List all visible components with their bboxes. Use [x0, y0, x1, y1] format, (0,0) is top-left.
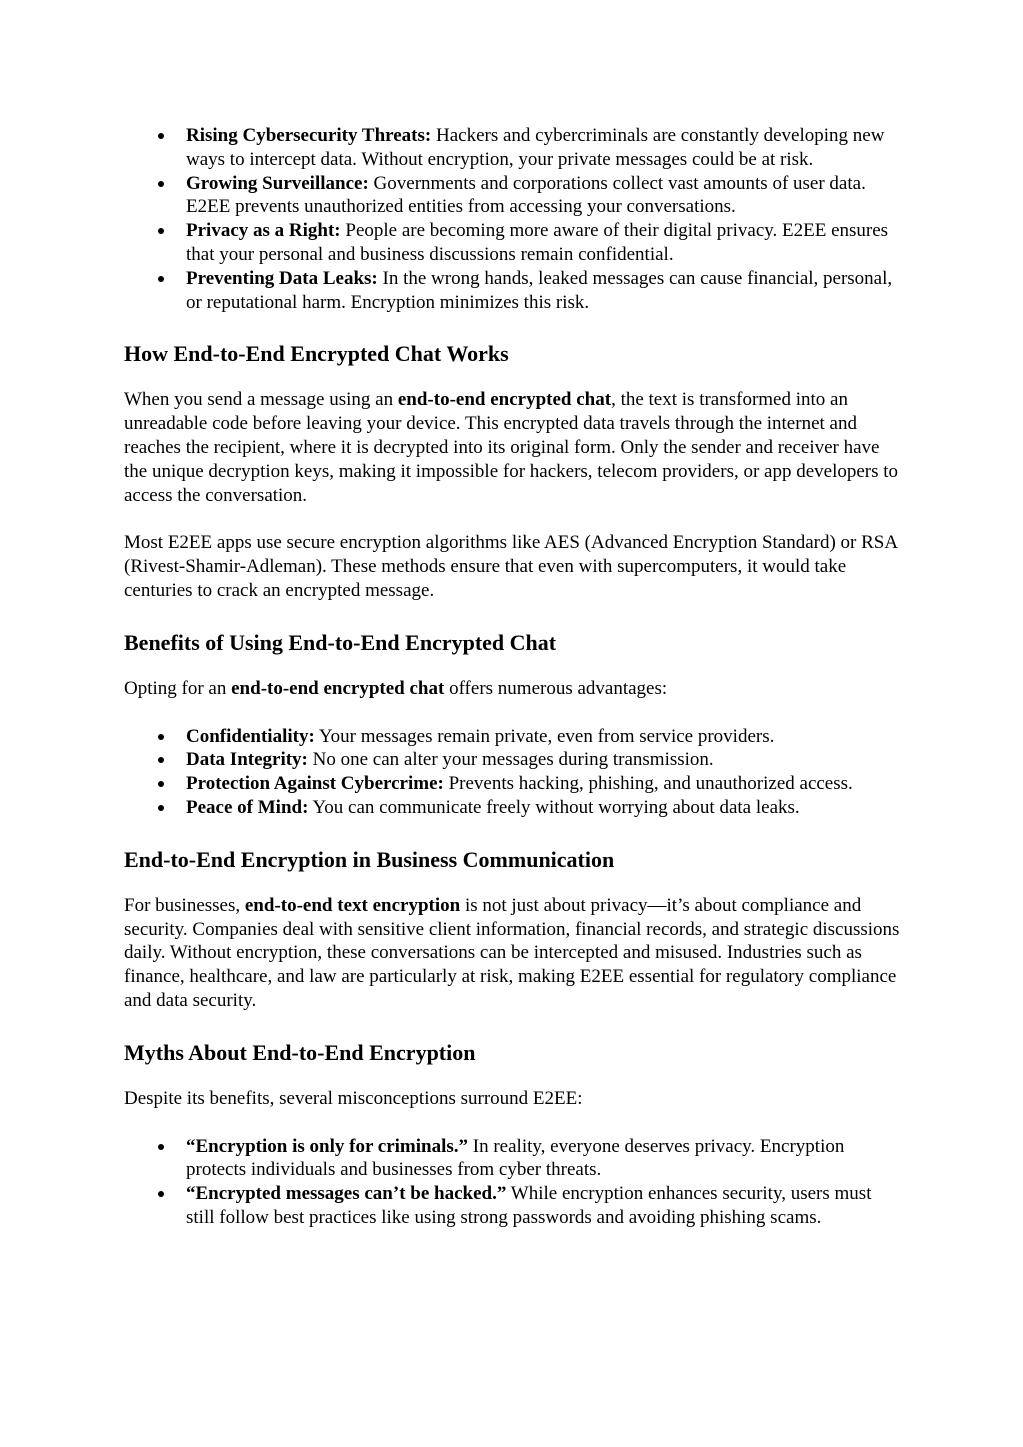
- list-item: [186, 1135, 900, 1183]
- list-item-term: Protection Against Cybercrime:: [186, 773, 444, 795]
- list-item-term: Privacy as a Right:: [186, 220, 341, 242]
- reasons-list: [124, 124, 900, 314]
- list-item-text: In reality, everyone deserves privacy. Encryption protects individuals and businesses from cyber threats.: [186, 1135, 845, 1181]
- list-item-term: Confidentiality:: [186, 725, 315, 747]
- document-page: [124, 124, 900, 1230]
- list-item: [186, 796, 900, 820]
- list-item: [186, 748, 900, 772]
- bold-run: end-to-end encrypted chat: [231, 677, 445, 699]
- list-item: [186, 772, 900, 796]
- list-item-term: Growing Surveillance:: [186, 172, 369, 194]
- list-item-term: Peace of Mind:: [186, 796, 309, 818]
- list-item-text: In the wrong hands, leaked messages can cause financial, personal, or reputational harm. Encryption minimizes this risk.: [186, 267, 893, 313]
- list-item-text: You can communicate freely without worrying about data leaks.: [308, 796, 800, 818]
- list-item-text: No one can alter your messages during transmission.: [307, 749, 714, 771]
- list-item-text: Your messages remain private, even from service providers.: [314, 725, 775, 747]
- text-run: Opting for an: [124, 677, 232, 699]
- list-item-text: Prevents hacking, phishing, and unauthorized access.: [443, 773, 853, 795]
- list-item-term: Preventing Data Leaks:: [186, 267, 378, 289]
- text-run: is not just about privacy—it’s about compliance and security. Companies deal with sensitive client information, financial records, and strategic discussions daily. Without encryption, these conversations can be intercepted and misused. Industries such as finance, healthcare, and law are particularly at risk, making E2EE essential for regulatory compliance and data security.: [124, 894, 900, 1011]
- paragraph-how-1: [124, 388, 900, 507]
- text-run: offers numerous advantages:: [444, 677, 668, 699]
- benefits-list: [124, 725, 900, 820]
- list-item-text: While encryption enhances security, users must still follow best practices like using strong passwords and avoiding phishing scams.: [186, 1183, 872, 1228]
- list-item: [186, 267, 900, 315]
- list-item: [186, 219, 900, 267]
- heading-myths: Myths About End-to-End Encryption: [124, 1039, 476, 1065]
- myths-list: [124, 1135, 900, 1230]
- list-item: [186, 1182, 900, 1230]
- list-item-text: People are becoming more aware of their digital privacy. E2EE ensures that your personal and business discussions remain confidential.: [186, 220, 889, 265]
- text-run: When you send a message using an: [124, 389, 398, 411]
- list-item: [186, 725, 900, 749]
- list-item: [186, 124, 900, 172]
- paragraph-myths-intro: Despite its benefits, several misconceptions surround E2EE:: [124, 1087, 583, 1109]
- list-item-text: Governments and corporations collect vast amounts of user data. E2EE prevents unauthorized entities from accessing your conversations.: [186, 172, 866, 218]
- heading-how-it-works: How End-to-End Encrypted Chat Works: [124, 341, 509, 367]
- heading-business: End-to-End Encryption in Business Communication: [124, 846, 615, 872]
- text-run: , the text is transformed into an unreadable code before leaving your device. This encrypted data travels through the internet and reaches the recipient, where it is decrypted into its original form. Only the sender and receiver have the unique decryption keys, making it impossible for hackers, telecom providers, or app developers to access the conversation.: [124, 389, 899, 506]
- text-run: For businesses,: [124, 894, 245, 916]
- paragraph-business: [124, 894, 900, 1013]
- list-item-term: Rising Cybersecurity Threats:: [186, 125, 432, 146]
- list-item-text: Hackers and cybercriminals are constantly developing new ways to intercept data. Without encryption, your private messages could be at risk.: [186, 125, 885, 170]
- list-item-term: “Encryption is only for criminals.”: [186, 1135, 469, 1157]
- heading-benefits: Benefits of Using End-to-End Encrypted Chat: [124, 629, 557, 655]
- bold-run: end-to-end encrypted chat: [397, 389, 612, 411]
- list-item-term: “Encrypted messages can’t be hacked.”: [186, 1183, 507, 1205]
- bold-run: end-to-end text encryption: [244, 894, 461, 916]
- paragraph-benefits-intro: [124, 677, 900, 701]
- list-item: [186, 172, 900, 220]
- list-item-term: Data Integrity:: [186, 749, 308, 771]
- paragraph-how-2: Most E2EE apps use secure encryption algorithms like AES (Advanced Encryption Standard) or RSA (Rivest-Shamir-Adleman). These methods ensure that even with supercomputers, it would take centuries to crack an encrypted message.: [124, 532, 898, 601]
